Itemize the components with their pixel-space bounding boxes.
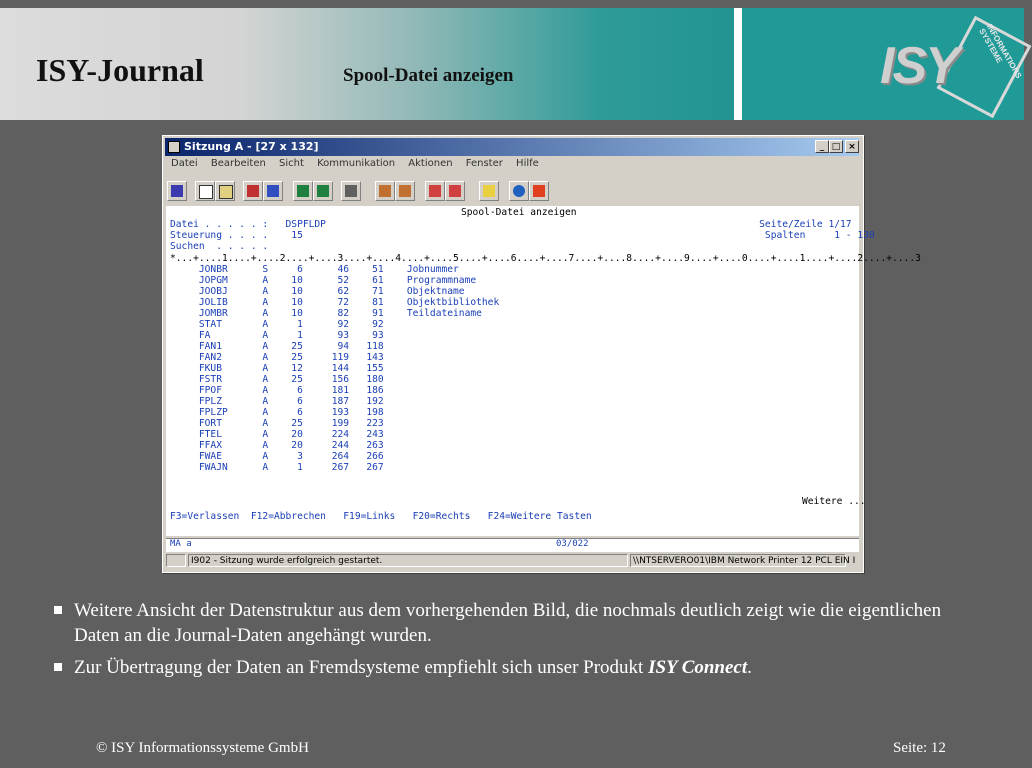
more-indicator: Weitere ... — [802, 496, 866, 507]
screen-line-search: Suchen . . . . . — [170, 241, 269, 252]
record-row: FPLZP A 6 193 198 — [170, 407, 384, 418]
clipboard-icon[interactable] — [479, 181, 499, 201]
footer-page-number: Seite: 12 — [893, 740, 946, 756]
terminal-screen[interactable] — [166, 206, 921, 536]
menu-bearbeiten[interactable]: Bearbeiten — [210, 158, 266, 169]
copy-icon[interactable] — [195, 181, 215, 201]
status-bar — [166, 553, 859, 569]
bullet-text: Zur Übertragung der Daten an Fremdsysteme empfiehlt sich unser Produkt — [74, 657, 649, 678]
record-row: FSTR A 25 156 180 — [170, 374, 384, 385]
footer-copyright: © ISY Informationssysteme GmbH — [96, 740, 309, 756]
print-screen-icon[interactable] — [167, 181, 187, 201]
menu-aktionen[interactable]: Aktionen — [408, 158, 453, 169]
globe-icon[interactable] — [509, 181, 529, 201]
record-row: FA A 1 93 93 — [170, 330, 384, 341]
screen-heading: Spool-Datei anzeigen — [461, 207, 577, 218]
menu-fenster[interactable]: Fenster — [465, 158, 503, 169]
terminal-window — [162, 135, 921, 573]
bullet-list — [54, 598, 954, 687]
minimize-button[interactable]: _ — [815, 140, 829, 153]
square-bullet-icon — [54, 606, 62, 614]
menu-datei[interactable]: Datei — [171, 158, 198, 169]
status-icon-box — [166, 554, 186, 567]
window-app-icon[interactable] — [168, 141, 180, 153]
record-row: FPOF A 6 181 186 — [170, 385, 384, 396]
macro-icon[interactable] — [341, 181, 361, 201]
record-row: JOMBR A 10 82 91 Teildateiname — [170, 308, 482, 319]
paste-icon[interactable] — [215, 181, 235, 201]
receive-file-icon[interactable] — [263, 181, 283, 201]
record-row: FPLZ A 6 187 192 — [170, 396, 384, 407]
send-file-icon[interactable] — [243, 181, 263, 201]
bullet-item — [54, 655, 954, 680]
square-bullet-icon — [54, 663, 62, 671]
menu-bar — [165, 158, 543, 176]
function-keys: F3=Verlassen F12=Abbrechen F19=Links F20=Rechts F24=Weitere Tasten — [170, 511, 592, 522]
logo-small-text: INFORMATIONS SYSTEME — [977, 22, 1024, 81]
screen-line-control: Steuerung . . . . 15 Spalten 1 - 130 — [170, 230, 875, 241]
stop-macro-icon[interactable] — [395, 181, 415, 201]
record-row: FTEL A 20 224 243 — [170, 429, 384, 440]
bullet-text: Weitere Ansicht der Datenstruktur aus dem vorhergehenden Bild, die nochmals deutlich zeigt wie die eigentlichen Daten an die Journal-Daten angehängt wurden. — [74, 600, 942, 646]
window-titlebar[interactable] — [165, 138, 859, 156]
record-row: FWAE A 3 264 266 — [170, 451, 384, 462]
status-mode: MA a — [170, 539, 192, 549]
slide-subtitle: Spool-Datei anzeigen — [343, 65, 514, 86]
operator-info-area — [166, 538, 859, 552]
close-button[interactable]: × — [845, 140, 859, 153]
menu-kommunikation[interactable]: Kommunikation — [317, 158, 396, 169]
menu-hilfe[interactable]: Hilfe — [516, 158, 539, 169]
printer-status: \\NTSERVERO01\IBM Network Printer 12 PCL EIN I — [630, 554, 846, 567]
isy-logo — [880, 20, 1024, 112]
bullet-item — [54, 598, 954, 648]
record-row: FAN2 A 25 119 143 — [170, 352, 384, 363]
logo-text: ISY — [880, 37, 958, 95]
keyboard-map-icon[interactable] — [313, 181, 333, 201]
play-macro-icon[interactable] — [425, 181, 445, 201]
header-divider — [734, 8, 742, 120]
maximize-button[interactable]: □ — [829, 140, 843, 153]
bullet-text-end: . — [747, 657, 752, 678]
record-row: FAN1 A 25 94 118 — [170, 341, 384, 352]
color-palette-icon[interactable] — [529, 181, 549, 201]
toolbar — [165, 179, 859, 205]
screen-line-file: Datei . . . . . : DSPFLDP Seite/Zeile 1/17 — [170, 219, 852, 230]
status-message: I902 - Sitzung wurde erfolgreich gestartet. — [188, 554, 628, 567]
record-row: FORT A 25 199 223 — [170, 418, 384, 429]
display-keypad-icon[interactable] — [293, 181, 313, 201]
slide-title: ISY-Journal — [36, 52, 204, 88]
product-name: ISY Connect — [648, 657, 748, 678]
window-title: Sitzung A - [27 x 132] — [184, 140, 319, 153]
slide-header — [0, 8, 1024, 120]
record-row: STAT A 1 92 92 — [170, 319, 384, 330]
record-macro-icon[interactable] — [375, 181, 395, 201]
record-row: JOPGM A 10 52 61 Programmname — [170, 275, 477, 286]
menu-sicht[interactable]: Sicht — [279, 158, 304, 169]
record-row: FWAJN A 1 267 267 — [170, 462, 384, 473]
record-row: FFAX A 20 244 263 — [170, 440, 384, 451]
record-row: JOLIB A 10 72 81 Objektbibliothek — [170, 297, 500, 308]
record-row: FKUB A 12 144 155 — [170, 363, 384, 374]
record-row: JOOBJ A 10 62 71 Objektname — [170, 286, 465, 297]
record-row: JONBR S 6 46 51 Jobnummer — [170, 264, 459, 275]
cursor-position: 03/022 — [556, 539, 589, 549]
column-ruler: *...+....1....+....2....+....3....+....4....+....5....+....6....+....7....+....8....+....9....+....0....+....1....+....2....+....3 — [170, 253, 921, 264]
pause-macro-icon[interactable] — [445, 181, 465, 201]
